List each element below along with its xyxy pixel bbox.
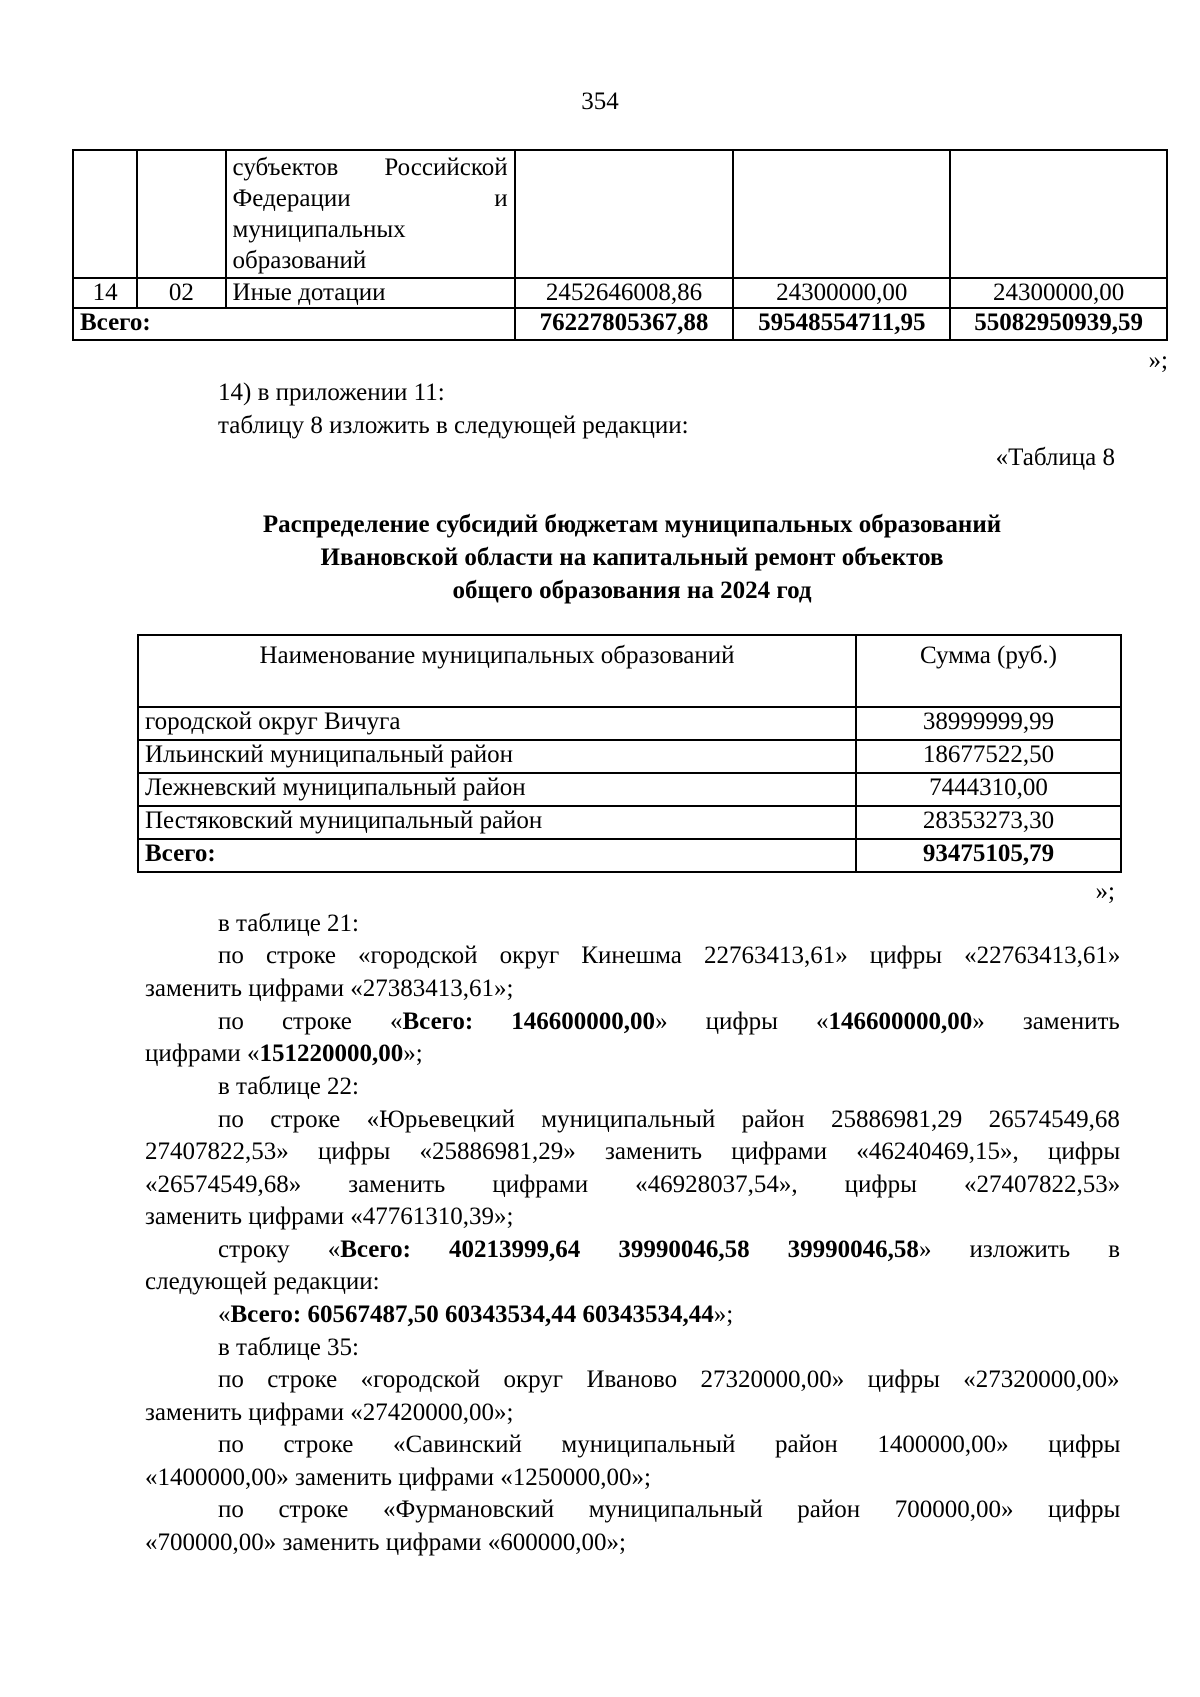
t21-line bbox=[218, 1008, 1120, 1036]
title-line: Распределение субсидий бюджетам муниципальных образований bbox=[262, 511, 1002, 538]
amendment-14-text: таблицу 8 изложить в следующей редакции: bbox=[218, 412, 689, 439]
total-value: 59548554711,95 bbox=[733, 308, 950, 340]
bold-text: 146600000,00 bbox=[828, 1008, 973, 1035]
t22-line: 27407822,53» цифры «25886981,29» заменить цифрами «46240469,15», цифры bbox=[145, 1138, 1121, 1165]
value-cell bbox=[950, 150, 1167, 278]
code-cell bbox=[73, 150, 137, 278]
t35-line: заменить цифрами «27420000,00»; bbox=[145, 1399, 514, 1426]
closing-quote: »; bbox=[1095, 878, 1115, 905]
value-cell: 24300000,00 bbox=[733, 278, 950, 308]
text: по строке « bbox=[218, 1008, 403, 1035]
code-cell bbox=[137, 150, 225, 278]
table-row bbox=[138, 707, 1121, 740]
table-row bbox=[138, 806, 1121, 839]
table-title bbox=[0, 508, 1200, 607]
t22-line bbox=[218, 1301, 733, 1329]
code-cell: 02 bbox=[137, 278, 225, 308]
municipality-name: городской округ Вичуга bbox=[138, 707, 856, 740]
municipality-sum: 28353273,30 bbox=[856, 806, 1121, 839]
text: »; bbox=[403, 1040, 423, 1067]
total-sum: 93475105,79 bbox=[856, 839, 1121, 872]
header-sum: Сумма (руб.) bbox=[856, 635, 1121, 707]
total-value: 55082950939,59 bbox=[950, 308, 1167, 340]
table-row bbox=[73, 278, 1167, 308]
table-header-row bbox=[138, 635, 1121, 707]
value-cell: 24300000,00 bbox=[950, 278, 1167, 308]
t35-line: по строке «Савинский муниципальный район 1400000,00» цифры bbox=[218, 1431, 1121, 1458]
total-label: Всего: bbox=[73, 308, 515, 340]
text: « bbox=[218, 1301, 231, 1328]
total-label: Всего: bbox=[138, 839, 856, 872]
title-line: общего образования на 2024 год bbox=[452, 577, 812, 604]
municipality-sum: 38999999,99 bbox=[856, 707, 1121, 740]
municipality-sum: 18677522,50 bbox=[856, 740, 1121, 773]
table-row bbox=[138, 773, 1121, 806]
t21-line: заменить цифрами «27383413,61»; bbox=[145, 975, 514, 1002]
subsidy-table bbox=[137, 634, 1122, 873]
total-value: 76227805367,88 bbox=[515, 308, 734, 340]
t22-line: следующей редакции: bbox=[145, 1268, 380, 1295]
t21-line bbox=[145, 1040, 423, 1068]
closing-quote: »; bbox=[1148, 347, 1168, 374]
text: цифрами « bbox=[145, 1040, 260, 1067]
table-label: «Таблица 8 bbox=[995, 444, 1115, 471]
t21-intro: в таблице 21: bbox=[218, 910, 360, 937]
t22-line bbox=[218, 1236, 1120, 1264]
text: »; bbox=[713, 1301, 734, 1328]
table-row bbox=[73, 150, 1167, 278]
municipality-name: Ильинский муниципальный район bbox=[138, 740, 856, 773]
bold-text: Всего: 60567487,50 60343534,44 60343534,44 bbox=[230, 1301, 714, 1328]
t35-line: по строке «городской округ Иваново 27320000,00» цифры «27320000,00» bbox=[218, 1366, 1120, 1393]
text: » цифры « bbox=[655, 1008, 829, 1035]
text: строку « bbox=[218, 1236, 341, 1263]
t22-intro: в таблице 22: bbox=[218, 1073, 360, 1100]
municipality-sum: 7444310,00 bbox=[856, 773, 1121, 806]
t21-line: по строке «городской округ Кинешма 22763413,61» цифры «22763413,61» bbox=[218, 942, 1121, 969]
value-cell bbox=[515, 150, 734, 278]
table-total-row bbox=[73, 308, 1167, 340]
header-name: Наименование муниципальных образований bbox=[138, 635, 856, 707]
municipality-name: Лежневский муниципальный район bbox=[138, 773, 856, 806]
text: » изложить в bbox=[918, 1236, 1120, 1263]
t22-line: по строке «Юрьевецкий муниципальный район 25886981,29 26574549,68 bbox=[218, 1106, 1120, 1133]
value-cell: 2452646008,86 bbox=[515, 278, 734, 308]
value-cell bbox=[733, 150, 950, 278]
t22-line: заменить цифрами «47761310,39»; bbox=[145, 1203, 514, 1230]
t35-intro: в таблице 35: bbox=[218, 1334, 360, 1361]
budget-table-continuation bbox=[72, 149, 1168, 341]
code-cell: 14 bbox=[73, 278, 137, 308]
t35-line: «1400000,00» заменить цифрами «1250000,00»; bbox=[145, 1464, 651, 1491]
amendment-14: 14) в приложении 11: bbox=[218, 379, 445, 406]
name-cell: субъектов Российской Федерации и муниципальных образований bbox=[226, 150, 515, 278]
page-number: 354 bbox=[581, 88, 619, 115]
bold-text: 151220000,00 bbox=[259, 1040, 404, 1067]
t35-line: «700000,00» заменить цифрами «600000,00»; bbox=[145, 1529, 626, 1556]
name-cell: Иные дотации bbox=[226, 278, 515, 308]
table-row bbox=[138, 740, 1121, 773]
t22-line: «26574549,68» заменить цифрами «46928037,54», цифры «27407822,53» bbox=[145, 1171, 1121, 1198]
bold-text: Всего: 146600000,00 bbox=[402, 1008, 656, 1035]
text: » заменить bbox=[972, 1008, 1120, 1035]
t35-line: по строке «Фурмановский муниципальный район 700000,00» цифры bbox=[218, 1496, 1121, 1523]
title-line: Ивановской области на капитальный ремонт объектов bbox=[320, 544, 944, 571]
bold-text: Всего: 40213999,64 39990046,58 39990046,58 bbox=[340, 1236, 919, 1263]
table-total-row bbox=[138, 839, 1121, 872]
municipality-name: Пестяковский муниципальный район bbox=[138, 806, 856, 839]
